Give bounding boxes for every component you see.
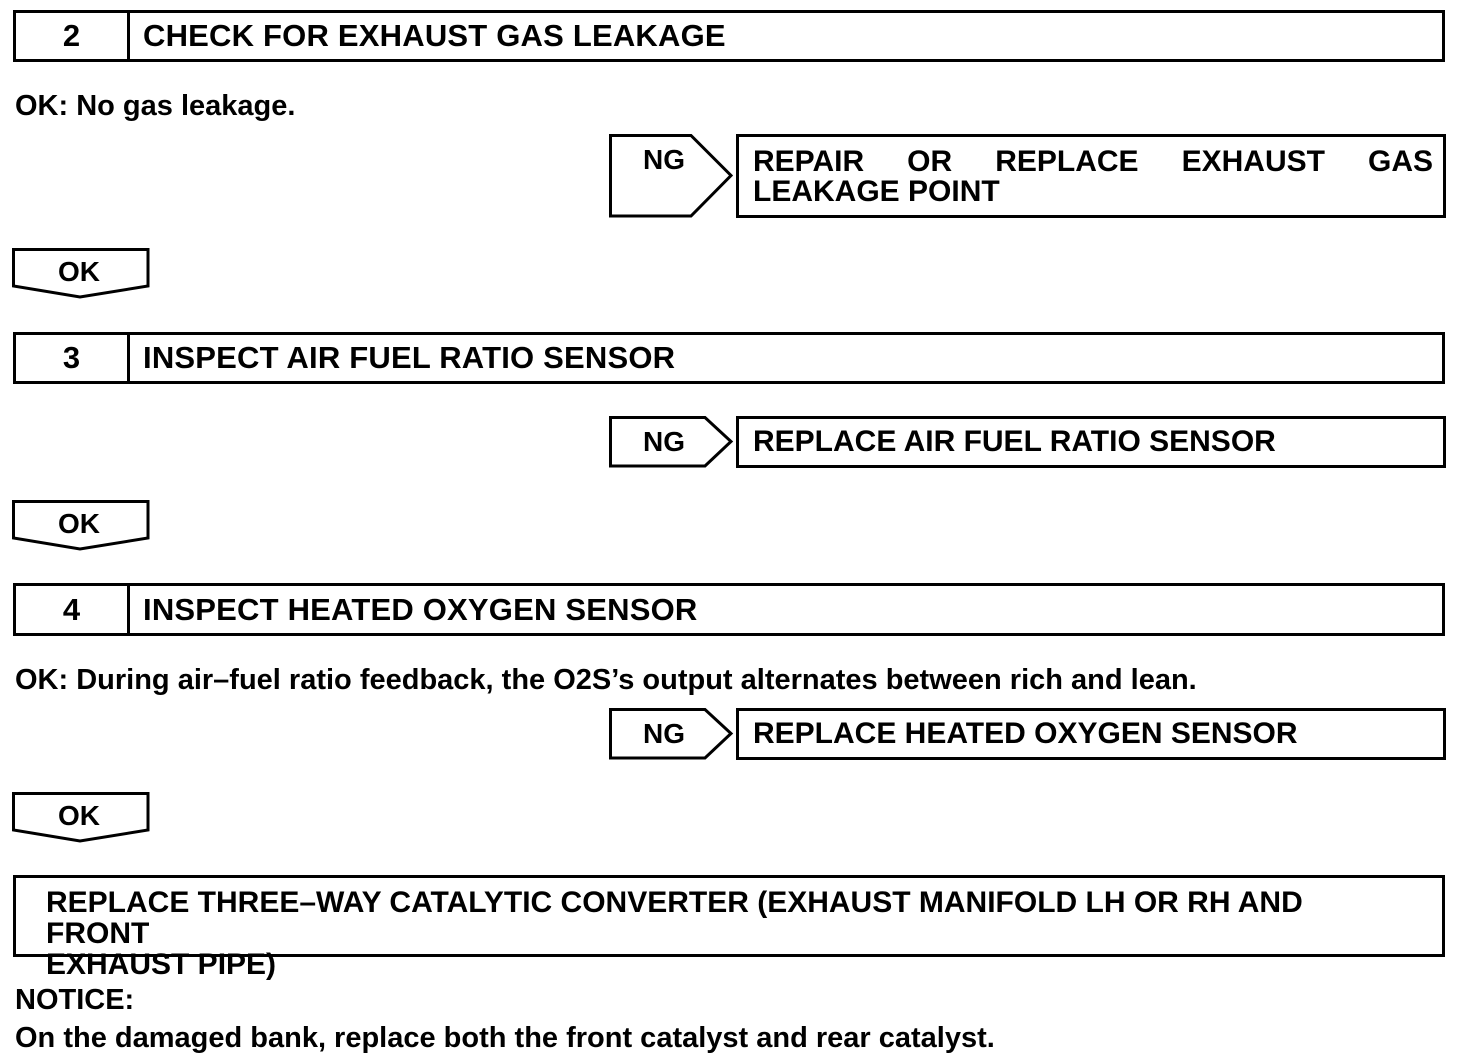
ok-arrow-1-label: OK [58,256,100,287]
ng-action-step-2 [736,134,1446,218]
ng-label-step-2: NG [643,144,685,175]
step-4-title: INSPECT HEATED OXYGEN SENSOR [143,591,698,627]
step-2-number: 2 [16,13,130,59]
notice-text: On the damaged bank, replace both the front catalyst and rear catalyst. [15,1022,995,1054]
step-4-header [13,583,1445,636]
step-3-number: 3 [16,335,130,381]
step-2-ok-criteria: OK: No gas leakage. [15,90,296,122]
step-3-title: INSPECT AIR FUEL RATIO SENSOR [143,340,676,375]
step-4-number: 4 [16,586,130,633]
step-2-title: CHECK FOR EXHAUST GAS LEAKAGE [143,18,726,53]
ng-action-step-3: REPLACE AIR FUEL RATIO SENSOR [736,416,1446,468]
ng-label-step-4: NG [643,718,685,749]
notice-heading: NOTICE: [15,984,135,1016]
ng-action-step-2-line2: LEAKAGE POINT [753,175,1000,208]
ng-action-step-4: REPLACE HEATED OXYGEN SENSOR [736,708,1446,760]
step-3-header [13,332,1445,384]
ng-action-step-2-line1: REPAIR OR REPLACE EXHAUST GAS [753,145,1433,178]
ng-label-step-3: NG [643,426,685,457]
final-action-line2: EXHAUST PIPE) [46,948,277,981]
step-2-header [13,10,1445,62]
ok-arrow-3-label: OK [58,800,100,831]
step-4-ok-criteria: OK: During air–fuel ratio feedback, the O2S’s output alternates between rich and lean. [15,664,1197,696]
final-action-box [13,875,1445,981]
ok-arrow-2-label: OK [58,508,100,539]
final-action-line1: REPLACE THREE–WAY CATALYTIC CONVERTER (EXHAUST MANIFOLD LH OR RH AND FRONT [46,886,1303,950]
